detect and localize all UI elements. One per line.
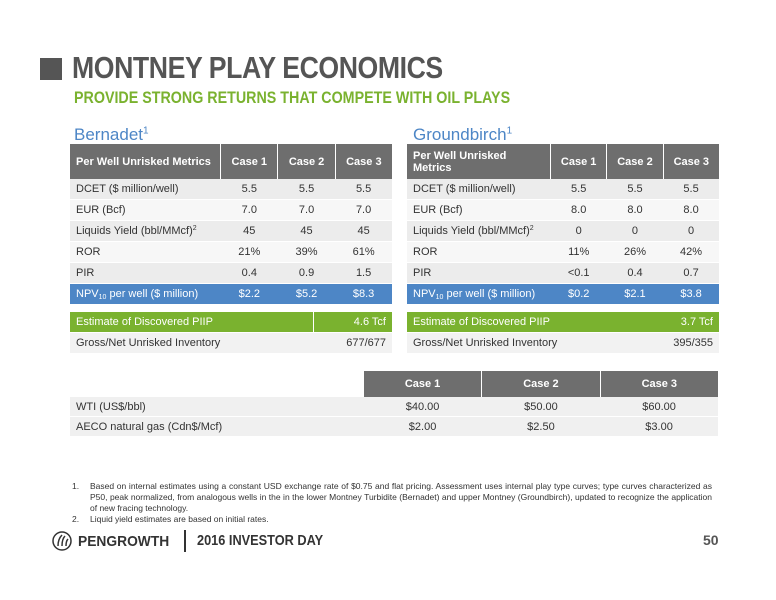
cell-case2: 8.0 [607,200,663,221]
cell-case2: 26% [607,242,663,263]
groundbirch-piip-row [407,312,719,332]
table-row [407,242,719,263]
cell-case3: $8.3 [335,284,392,305]
cell-case1: 21% [221,242,278,263]
cell-case2: 0.4 [607,263,663,284]
cell-case1: $2.00 [363,417,481,437]
cell-case3: 5.5 [663,179,719,200]
cell-case3: 42% [663,242,719,263]
row-label: EUR (Bcf) [407,200,551,221]
cell-case2: 0.9 [278,263,335,284]
footnote-item [72,481,712,514]
inventory-label: Gross/Net Unrisked Inventory [76,337,221,349]
cell-case2: 5.5 [278,179,335,200]
cell-case2: 0 [607,221,663,242]
bernadet-title-sup: 1 [143,125,149,137]
cell-case1: $40.00 [363,397,481,417]
row-label: DCET ($ million/well) [407,179,551,200]
inventory-label: Gross/Net Unrisked Inventory [413,337,558,349]
bernadet-header-case2: Case 2 [278,144,335,179]
price-header-case3: Case 3 [600,371,718,397]
footnote-number: 2. [72,514,80,524]
npv-label-sub: 10 [435,293,444,301]
cell-case1: 45 [221,221,278,242]
bernadet-inventory-row [70,333,392,353]
npv-label-pre: NPV [413,287,436,300]
groundbirch-inventory-row [407,333,719,353]
piip-value-wrap [313,312,386,332]
cell-case3: $3.00 [600,417,718,437]
npv-label-post: per well ($ million) [443,287,536,300]
title-square-icon [40,58,62,80]
page-title: MONTNEY PLAY ECONOMICS [72,50,443,85]
row-label-text: Liquids Yield (bbl/MMcf) [76,225,193,237]
price-assumptions-table [70,371,718,437]
groundbirch-title-sup: 1 [506,125,513,137]
cell-case1: 11% [551,242,607,263]
cell-case3: 61% [335,242,392,263]
row-label: WTI (US$/bbl) [70,397,363,417]
npv-label-sub: 10 [98,293,107,301]
inventory-value: 677/677 [346,337,386,349]
page-subtitle: PROVIDE STRONG RETURNS THAT COMPETE WITH OIL PLAYS [74,88,511,107]
bernadet-title [74,125,149,145]
footnote-number: 1. [72,481,80,491]
cell-case2: 39% [278,242,335,263]
row-label-sup: 2 [192,225,197,232]
piip-divider [313,312,314,332]
cell-case1: 8.0 [551,200,607,221]
groundbirch-header-case1: Case 1 [551,144,607,179]
logo-wordmark: PENGROWTH [78,532,170,550]
event-name: 2016 INVESTOR DAY [197,532,324,549]
groundbirch-metrics-table [407,144,719,305]
row-label: AECO natural gas (Cdn$/Mcf) [70,417,363,437]
bernadet-piip-box [70,312,392,353]
price-header-blank [70,371,363,397]
piip-value: 3.7 Tcf [680,316,713,328]
cell-case2: $2.1 [607,284,663,305]
piip-label: Estimate of Discovered PIIP [413,316,550,328]
cell-case1: 0.4 [221,263,278,284]
table-row [407,263,719,284]
cell-case1: $2.2 [221,284,278,305]
table-row [70,242,392,263]
table-row [70,221,392,242]
cell-case3: 0 [663,221,719,242]
groundbirch-piip-box [407,312,719,353]
row-label: PIR [70,263,221,284]
groundbirch-title-text: Groundbirch [413,125,507,144]
row-label: ROR [70,242,221,263]
table-row [70,397,718,417]
row-label [407,284,551,305]
piip-label: Estimate of Discovered PIIP [76,316,213,328]
row-label: DCET ($ million/well) [70,179,221,200]
table-row [70,200,392,221]
cell-case3: 7.0 [335,200,392,221]
inventory-value: 395/355 [673,337,713,349]
cell-case3: $3.8 [663,284,719,305]
row-label [70,284,221,305]
cell-case1: 7.0 [221,200,278,221]
row-label [407,221,551,242]
table-row [70,179,392,200]
cell-case3: $60.00 [600,397,718,417]
footnote-text: Based on internal estimates using a constant USD exchange rate of $0.75 and flat pricing. Assessment uses internal play type curves; type curves characterized as P50, peak normalized, from analogous wells in the in the lower Montney Turbidite (Bernadet) and upper Montney (Groundbirch), updated to recognize the application of new fracing technology. [90,481,712,513]
npv-row [407,284,719,305]
cell-case2: 5.5 [607,179,663,200]
npv-row [70,284,392,305]
groundbirch-header-metric: Per Well Unrisked Metrics [407,144,551,179]
cell-case3: 0.7 [663,263,719,284]
npv-label-pre: NPV [76,287,99,300]
groundbirch-header-case3: Case 3 [663,144,719,179]
bernadet-header-case1: Case 1 [221,144,278,179]
footnotes [72,481,712,525]
row-label: EUR (Bcf) [70,200,221,221]
row-label: ROR [407,242,551,263]
cell-case1: 0 [551,221,607,242]
row-label [70,221,221,242]
cell-case1: 5.5 [551,179,607,200]
row-label: PIR [407,263,551,284]
cell-case3: 8.0 [663,200,719,221]
table-row [70,417,718,437]
npv-label-post: per well ($ million) [106,287,199,300]
cell-case2: $50.00 [482,397,600,417]
cell-case2: 45 [278,221,335,242]
pengrowth-logo-icon [52,531,72,551]
table-row [70,263,392,284]
cell-case3: 1.5 [335,263,392,284]
table-row [407,179,719,200]
bernadet-header-metric: Per Well Unrisked Metrics [70,144,221,179]
cell-case2: $5.2 [278,284,335,305]
groundbirch-title [413,125,512,145]
cell-case3: 45 [335,221,392,242]
piip-value: 4.6 Tcf [353,316,386,328]
groundbirch-header-case2: Case 2 [607,144,663,179]
bernadet-title-text: Bernadet [74,125,143,144]
price-header-case1: Case 1 [363,371,481,397]
cell-case3: 5.5 [335,179,392,200]
cell-case1: $0.2 [551,284,607,305]
footnote-item [72,514,712,525]
price-header-case2: Case 2 [482,371,600,397]
page-number: 50 [703,532,719,548]
row-label-text: Liquids Yield (bbl/MMcf) [413,225,530,237]
bernadet-header-case3: Case 3 [335,144,392,179]
footer-divider [184,530,186,552]
table-row [407,221,719,242]
bernadet-piip-row [70,312,392,332]
company-logo [52,531,177,551]
cell-case1: 5.5 [221,179,278,200]
row-label-sup: 2 [529,225,534,232]
cell-case2: 7.0 [278,200,335,221]
cell-case1: <0.1 [551,263,607,284]
footnote-text: Liquid yield estimates are based on initial rates. [90,514,269,524]
cell-case2: $2.50 [482,417,600,437]
table-row [407,200,719,221]
bernadet-metrics-table [70,144,392,305]
